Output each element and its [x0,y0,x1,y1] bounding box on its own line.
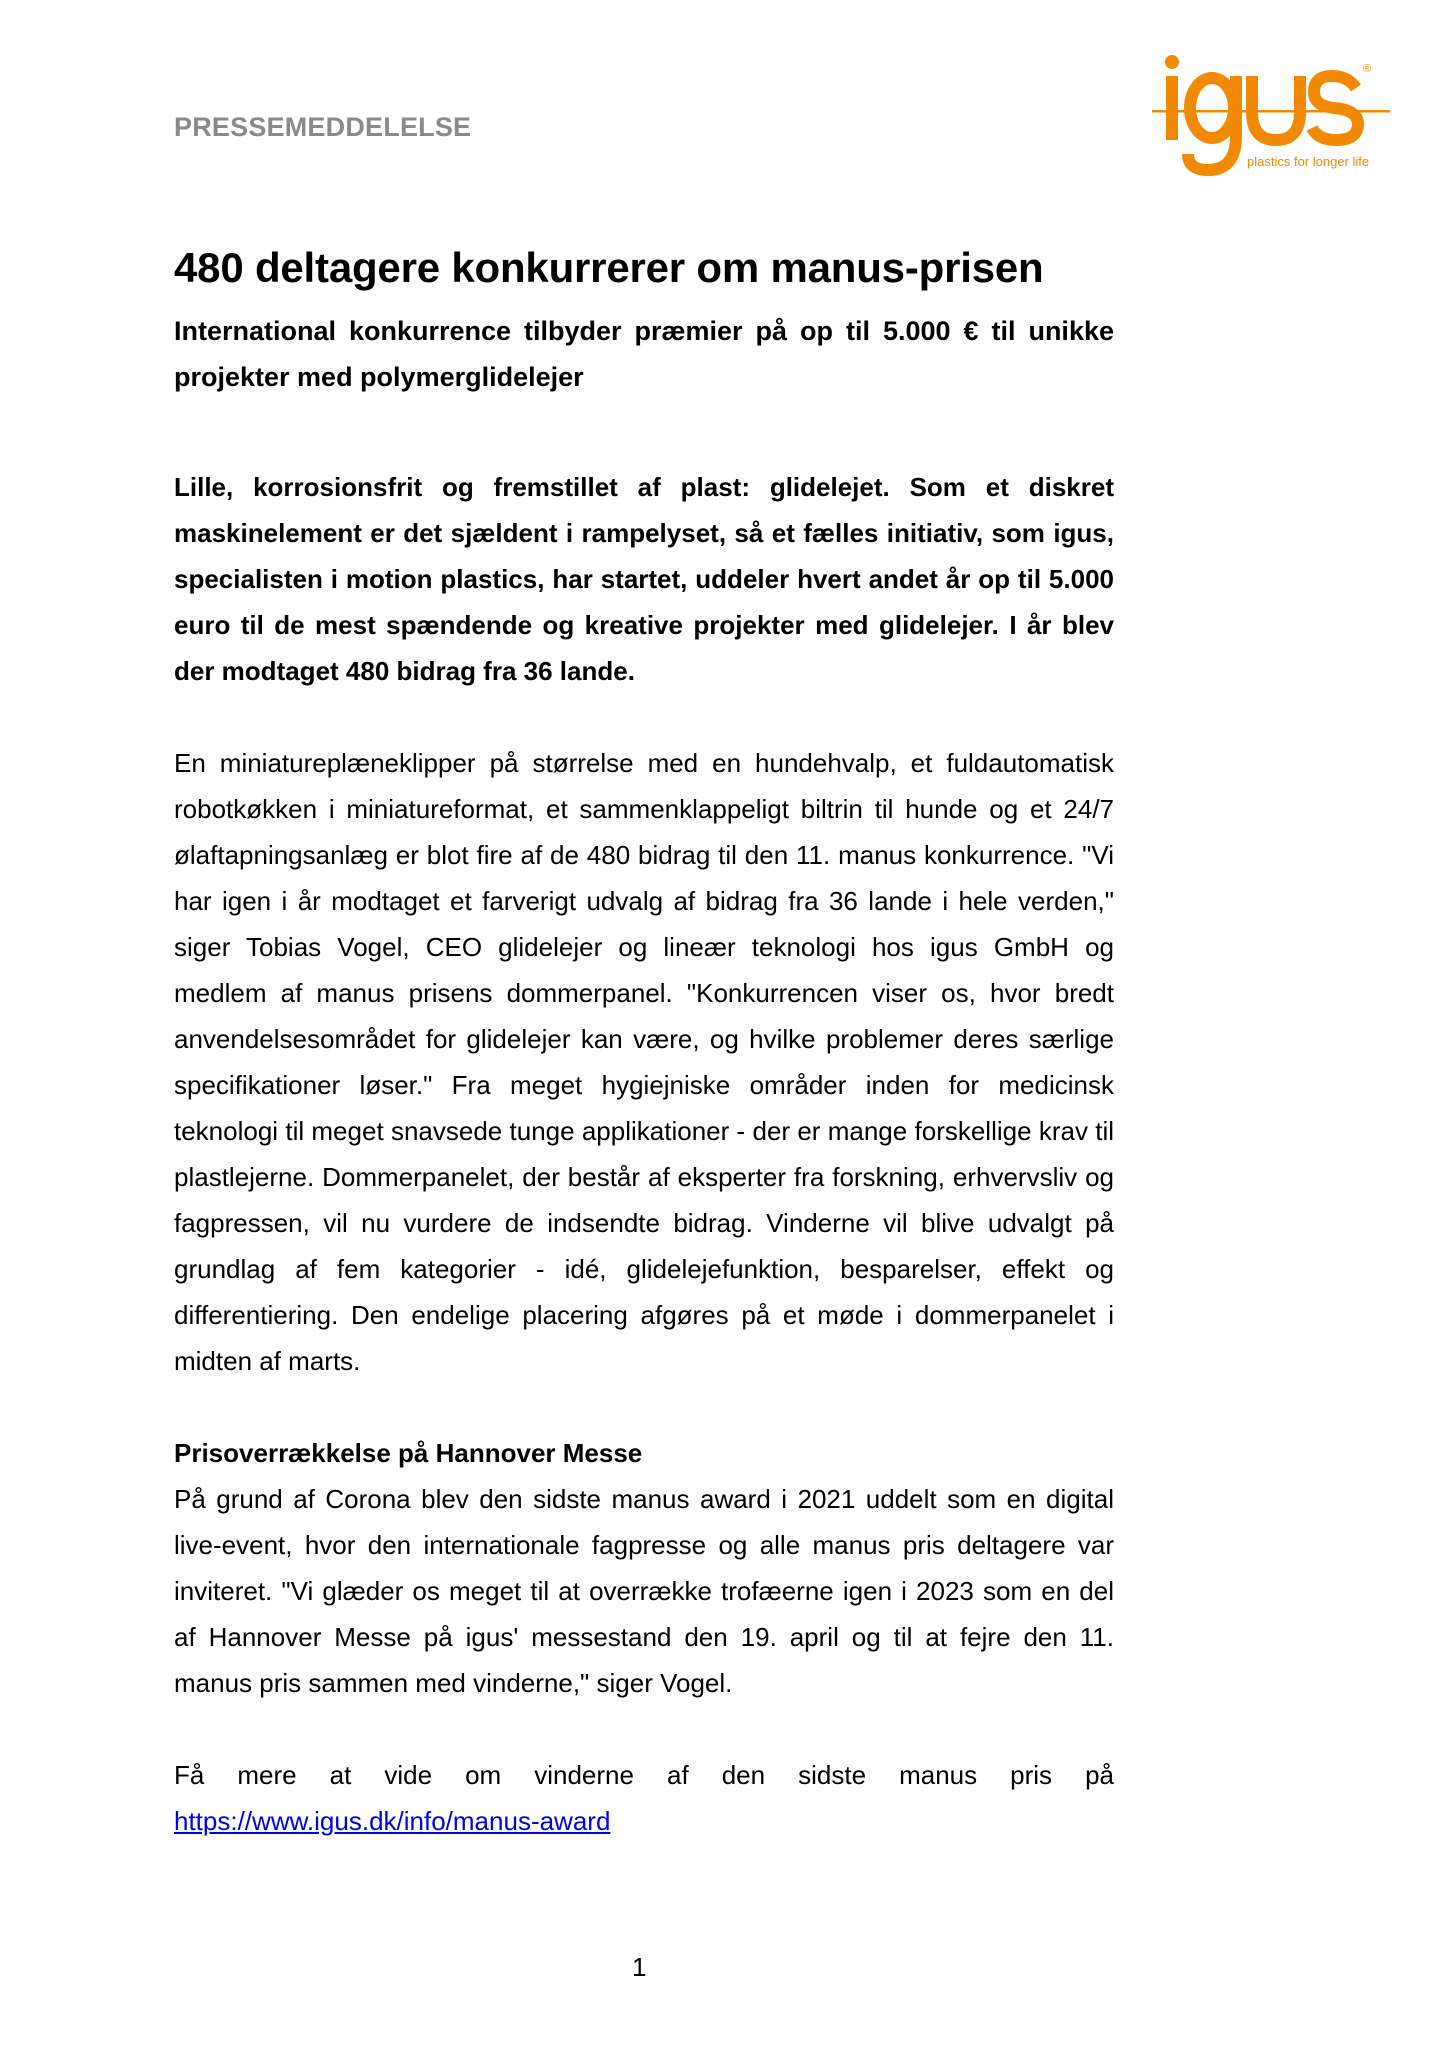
body-paragraph: På grund af Corona blev den sidste manus award i 2021 uddelt som en digital live-event, hvor den internationale fagpresse og alle manus pris deltagere var inviteret. "Vi glæder os meget til at overrække trofæerne igen i 2023 som en del af Hannover Messe på igus' messestand den 19. april og til at fejre den 11. manus pris sammen med vinderne," siger Vogel. [174,1484,1114,1698]
more-info-paragraph [174,1752,1114,1844]
igus-logo [1148,50,1398,185]
logo-tagline: plastics for longer life [1247,154,1370,169]
page-number: 1 [632,1952,647,1982]
page-title: 480 deltagere konkurrerer om manus-prisen [174,244,1044,291]
lead-paragraph: Lille, korrosionsfrit og fremstillet af plast: glidelejet. Som et diskret maskinelement er det sjældent i rampelyset, så et fælles initiativ, som igus, specialisten i motion plastics, har startet, uddeler hvert andet år op til 5.000 euro til de mest spændende og kreative projekter med glidelejer. I år blev der modtaget 480 bidrag fra 36 lande. [174,472,1114,686]
body-paragraph: En miniatureplæneklipper på størrelse med en hundehvalp, et fuldautomatisk robotkøkken i miniatureformat, et sammenklappeligt biltrin til hunde og et 24/7 ølaftapningsanlæg er blot fire af de 480 bidrag til den 11. manus konkurrence. "Vi har igen i år modtaget et farverigt udvalg af bidrag fra 36 lande i hele verden," siger Tobias Vogel, CEO glidelejer og lineær teknologi hos igus GmbH og medlem af manus prisens dommerpanel. "Konkurrencen viser os, hvor bredt anvendelsesområdet for glidelejer kan være, og hvilke problemer deres særlige specifikationer løser." Fra meget hygiejniske områder inden for medicinsk teknologi til meget snavsede tunge applikationer - der er mange forskellige krav til plastlejerne. Dommerpanelet, der består af eksperter fra forskning, erhvervsliv og fagpressen, vil nu vurdere de indsendte bidrag. Vinderne vil blive udvalgt på grundlag af fem kategorier - idé, glidelejefunktion, besparelser, effekt og differentiering. Den endelige placering afgøres på et møde i dommerpanelet i midten af marts. [174,748,1114,1376]
subtitle: International konkurrence tilbyder præmier på op til 5.000 € til unikke projekter med polymerglidelejer [174,316,1114,392]
more-info-text: Få mere at vide om vinderne af den sidste manus pris på [174,1760,1114,1790]
manus-award-link[interactable]: https://www.igus.dk/info/manus-award [174,1806,611,1836]
registered-mark: ® [1363,63,1372,75]
press-release-content [174,240,1114,1844]
section-heading: Prisoverrækkelse på Hannover Messe [174,1438,643,1468]
document-type-label: PRESSEMEDDELELSE [174,112,472,142]
igus-logo-icon [1148,50,1398,185]
